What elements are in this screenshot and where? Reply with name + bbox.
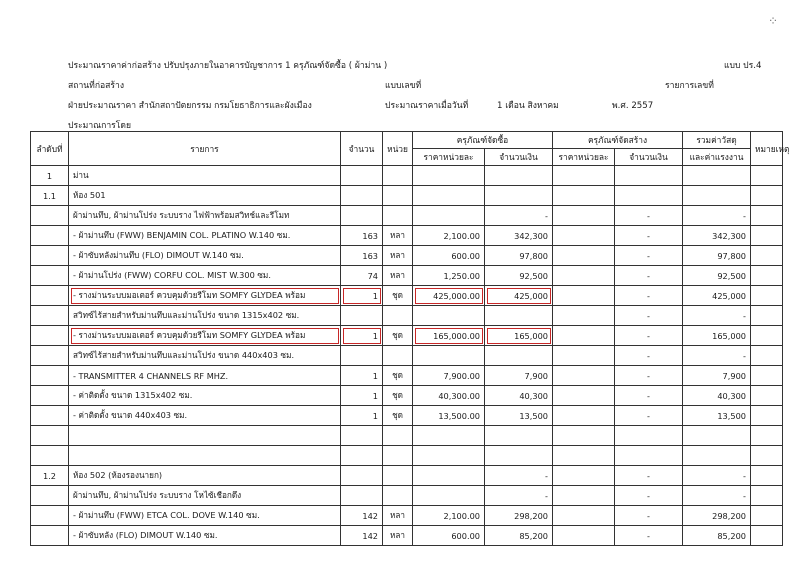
year-value: พ.ศ. 2557 xyxy=(612,101,654,111)
cell-c-price xyxy=(553,186,615,206)
cell-c-amount xyxy=(615,186,683,206)
cell-c-price xyxy=(553,206,615,226)
col-qty: จำนวน xyxy=(341,132,383,166)
cell-remark xyxy=(751,226,783,246)
cell-p-price xyxy=(413,486,485,506)
cell-qty xyxy=(341,486,383,506)
table-row xyxy=(31,466,783,486)
cell-p-amount: 92,500 xyxy=(485,266,553,286)
cell-item: สวิทซ์ไร้สายสำหรับม่านทึบและม่านโปร่ง ขนาด 440x403 ซม. xyxy=(69,346,341,366)
table-row xyxy=(31,326,783,346)
cell-p-price xyxy=(413,166,485,186)
cell-total: 97,800 xyxy=(683,246,751,266)
cell-p-amount xyxy=(485,446,553,466)
cell-c-price xyxy=(553,226,615,246)
cell-qty xyxy=(341,426,383,446)
cell-remark xyxy=(751,306,783,326)
table-row xyxy=(31,286,783,306)
cell-c-price xyxy=(553,406,615,426)
cell-qty: 1 xyxy=(341,406,383,426)
cell-no: 1.1 xyxy=(31,186,69,206)
cell-unit: หลา xyxy=(383,526,413,546)
cell-item: สวิทซ์ไร้สายสำหรับม่านทึบและม่านโปร่ง ขนาด 1315x402 ซม. xyxy=(69,306,341,326)
cell-p-amount: 165,000 xyxy=(485,326,553,346)
cell-unit: ชุด xyxy=(383,286,413,306)
cell-total: 7,900 xyxy=(683,366,751,386)
cell-c-price xyxy=(553,426,615,446)
cell-item: - ผ้าม่านทึบ (FWW) BENJAMIN COL. PLATINO W.140 ซม. xyxy=(69,226,341,246)
cell-c-price xyxy=(553,386,615,406)
date-value: 1 เดือน สิงหาคม xyxy=(497,101,559,111)
cell-p-amount: 97,800 xyxy=(485,246,553,266)
cell-qty: 1 xyxy=(341,366,383,386)
cell-c-price xyxy=(553,326,615,346)
col-construction: ครุภัณฑ์จัดสร้าง xyxy=(553,132,683,149)
table-row xyxy=(31,346,783,366)
col-total: รวมค่าวัสดุ xyxy=(683,132,751,149)
cell-total: 298,200 xyxy=(683,506,751,526)
table-row xyxy=(31,186,783,206)
table-row xyxy=(31,506,783,526)
cell-item: - รางม่านระบบมอเตอร์ ควบคุมด้วยรีโมท SOMFY GLYDEA พร้อม xyxy=(69,326,341,346)
col-no: ลำดับที่ xyxy=(31,132,69,166)
cell-remark xyxy=(751,446,783,466)
cell-c-amount xyxy=(615,426,683,446)
cell-p-amount: - xyxy=(485,466,553,486)
cell-unit xyxy=(383,186,413,206)
cell-unit xyxy=(383,206,413,226)
site-label: สถานที่ก่อสร้าง xyxy=(68,81,125,91)
cell-qty: 74 xyxy=(341,266,383,286)
cell-total: 425,000 xyxy=(683,286,751,306)
table-row xyxy=(31,206,783,226)
table-row xyxy=(31,166,783,186)
cell-remark xyxy=(751,506,783,526)
cell-p-amount: 342,300 xyxy=(485,226,553,246)
cell-c-amount: - xyxy=(615,466,683,486)
cell-item: ห้อง 502 (ห้องรองนายก) xyxy=(69,466,341,486)
cell-remark xyxy=(751,206,783,226)
cell-c-price xyxy=(553,366,615,386)
cell-item: - รางม่านระบบมอเตอร์ ควบคุมด้วยรีโมท SOMFY GLYDEA พร้อม xyxy=(69,286,341,306)
cell-p-price: 165,000.00 xyxy=(413,326,485,346)
cell-item: - ผ้าซับหลังม่านทึบ (FLO) DIMOUT W.140 ซม. xyxy=(69,246,341,266)
cell-c-amount xyxy=(615,446,683,466)
col-construction-unit-price: ราคาหน่วยละ xyxy=(553,149,615,166)
cell-remark xyxy=(751,346,783,366)
cell-total: 13,500 xyxy=(683,406,751,426)
cell-p-price: 600.00 xyxy=(413,526,485,546)
cell-c-price xyxy=(553,506,615,526)
cell-c-amount: - xyxy=(615,506,683,526)
cell-c-price xyxy=(553,306,615,326)
col-purchase: ครุภัณฑ์จัดซื้อ xyxy=(413,132,553,149)
cell-no xyxy=(31,286,69,306)
cell-c-amount: - xyxy=(615,286,683,306)
cell-total xyxy=(683,166,751,186)
cell-p-amount xyxy=(485,426,553,446)
col-total-labor: และค่าแรงงาน xyxy=(683,149,751,166)
cell-item: - ค่าติดตั้ง ขนาด 440x403 ซม. xyxy=(69,406,341,426)
cell-remark xyxy=(751,286,783,306)
table-row xyxy=(31,446,783,466)
cell-qty xyxy=(341,206,383,226)
cell-qty: 1 xyxy=(341,386,383,406)
cell-p-price: 7,900.00 xyxy=(413,366,485,386)
cell-p-amount xyxy=(485,346,553,366)
cell-remark xyxy=(751,486,783,506)
corner-mark: ⁘ xyxy=(767,14,778,28)
cell-item: - ผ้าซับหลัง (FLO) DIMOUT W.140 ซม. xyxy=(69,526,341,546)
cell-p-price xyxy=(413,426,485,446)
cell-no xyxy=(31,446,69,466)
estimate-table xyxy=(30,131,790,546)
cell-qty xyxy=(341,346,383,366)
cell-c-amount: - xyxy=(615,386,683,406)
cell-no xyxy=(31,346,69,366)
cell-unit: หลา xyxy=(383,266,413,286)
cell-p-price: 2,100.00 xyxy=(413,506,485,526)
cell-p-amount xyxy=(485,306,553,326)
cell-item xyxy=(69,446,341,466)
cell-item: - ผ้าม่านโปร่ง (FWW) CORFU COL. MIST W.300 ซม. xyxy=(69,266,341,286)
cell-remark xyxy=(751,406,783,426)
cell-remark xyxy=(751,426,783,446)
cell-no: 1 xyxy=(31,166,69,186)
cell-p-amount: 7,900 xyxy=(485,366,553,386)
cell-p-amount: 425,000 xyxy=(485,286,553,306)
cell-unit xyxy=(383,446,413,466)
cell-c-amount: - xyxy=(615,226,683,246)
table-row xyxy=(31,366,783,386)
cell-p-price xyxy=(413,206,485,226)
col-purchase-unit-price: ราคาหน่วยละ xyxy=(413,149,485,166)
cell-no xyxy=(31,206,69,226)
cell-total: - xyxy=(683,306,751,326)
document-title: ประมาณราคาค่าก่อสร้าง ปรับปรุงภายในอาคารบัญชาการ 1 ครุภัณฑ์จัดซื้อ ( ผ้าม่าน ) xyxy=(68,61,388,71)
cell-p-price: 13,500.00 xyxy=(413,406,485,426)
cell-no xyxy=(31,326,69,346)
cell-unit xyxy=(383,466,413,486)
cell-remark xyxy=(751,326,783,346)
cell-qty: 1 xyxy=(341,326,383,346)
cell-no: 1.2 xyxy=(31,466,69,486)
cell-unit: ชุด xyxy=(383,366,413,386)
cell-no xyxy=(31,486,69,506)
cell-unit: ชุด xyxy=(383,406,413,426)
cell-unit xyxy=(383,306,413,326)
table-row xyxy=(31,386,783,406)
table-row xyxy=(31,406,783,426)
cell-p-amount: - xyxy=(485,486,553,506)
cell-remark xyxy=(751,186,783,206)
cell-c-amount: - xyxy=(615,486,683,506)
cell-total xyxy=(683,446,751,466)
cell-p-price: 600.00 xyxy=(413,246,485,266)
cell-remark xyxy=(751,246,783,266)
cell-p-amount xyxy=(485,166,553,186)
cell-total xyxy=(683,186,751,206)
cell-no xyxy=(31,386,69,406)
cell-c-amount: - xyxy=(615,246,683,266)
cell-qty: 142 xyxy=(341,506,383,526)
cell-p-amount xyxy=(485,186,553,206)
cell-qty xyxy=(341,186,383,206)
cell-c-price xyxy=(553,286,615,306)
cell-c-price xyxy=(553,526,615,546)
cell-c-price xyxy=(553,166,615,186)
cell-p-price: 1,250.00 xyxy=(413,266,485,286)
cell-p-amount: 40,300 xyxy=(485,386,553,406)
cell-item: - TRANSMITTER 4 CHANNELS RF MHZ. xyxy=(69,366,341,386)
cell-p-price: 425,000.00 xyxy=(413,286,485,306)
cell-unit: ชุด xyxy=(383,386,413,406)
cell-qty: 142 xyxy=(341,526,383,546)
cell-total: 85,200 xyxy=(683,526,751,546)
cell-p-amount: 85,200 xyxy=(485,526,553,546)
table-row xyxy=(31,426,783,446)
cell-item: ม่าน xyxy=(69,166,341,186)
cell-c-amount xyxy=(615,166,683,186)
cell-unit xyxy=(383,486,413,506)
cell-no xyxy=(31,526,69,546)
department-label: ฝ่ายประมาณราคา สำนักสถาปัตยกรรม กรมโยธาธิการและผังเมือง xyxy=(68,101,312,111)
cell-no xyxy=(31,306,69,326)
cell-qty: 163 xyxy=(341,226,383,246)
cell-remark xyxy=(751,166,783,186)
col-remark: หมายเหตุ xyxy=(751,132,783,166)
cell-qty xyxy=(341,466,383,486)
cell-p-price xyxy=(413,346,485,366)
plan-no-label: แบบเลขที่ xyxy=(385,81,422,91)
cell-item: - ผ้าม่านทึบ (FWW) ETCA COL. DOVE W.140 ซม. xyxy=(69,506,341,526)
cell-no xyxy=(31,226,69,246)
cell-p-amount: 13,500 xyxy=(485,406,553,426)
cell-remark xyxy=(751,266,783,286)
cell-p-price: 2,100.00 xyxy=(413,226,485,246)
table-row xyxy=(31,266,783,286)
cell-item: ผ้าม่านทึบ, ผ้าม่านโปร่ง ระบบราง โหไซ้เชือกดึง xyxy=(69,486,341,506)
cell-p-price xyxy=(413,306,485,326)
cell-no xyxy=(31,366,69,386)
form-code: แบบ ปร.4 xyxy=(724,61,762,71)
cell-total: 342,300 xyxy=(683,226,751,246)
cell-remark xyxy=(751,366,783,386)
cell-no xyxy=(31,246,69,266)
item-no-label: รายการเลขที่ xyxy=(665,81,714,91)
cell-qty: 163 xyxy=(341,246,383,266)
date-label: ประมาณราคาเมื่อวันที่ xyxy=(385,101,469,111)
table-row xyxy=(31,226,783,246)
table-row xyxy=(31,246,783,266)
cell-item: - ค่าติดตั้ง ขนาด 1315x402 ซม. xyxy=(69,386,341,406)
cell-no xyxy=(31,266,69,286)
cell-total: 40,300 xyxy=(683,386,751,406)
cell-c-amount: - xyxy=(615,526,683,546)
table-row xyxy=(31,486,783,506)
col-unit: หน่วย xyxy=(383,132,413,166)
table-row xyxy=(31,306,783,326)
cell-total: 165,000 xyxy=(683,326,751,346)
cell-qty xyxy=(341,306,383,326)
cell-unit xyxy=(383,346,413,366)
cell-c-price xyxy=(553,346,615,366)
cell-total: - xyxy=(683,346,751,366)
cell-p-price: 40,300.00 xyxy=(413,386,485,406)
cell-qty xyxy=(341,446,383,466)
cell-item: ห้อง 501 xyxy=(69,186,341,206)
col-construction-amount: จำนวนเงิน xyxy=(615,149,683,166)
cell-remark xyxy=(751,526,783,546)
cell-c-price xyxy=(553,466,615,486)
cell-unit xyxy=(383,166,413,186)
cell-no xyxy=(31,426,69,446)
cell-qty xyxy=(341,166,383,186)
cell-p-price xyxy=(413,186,485,206)
cell-total: - xyxy=(683,486,751,506)
cell-unit: หลา xyxy=(383,506,413,526)
cell-unit: หลา xyxy=(383,226,413,246)
cell-c-price xyxy=(553,486,615,506)
cell-p-price xyxy=(413,446,485,466)
cell-p-price xyxy=(413,466,485,486)
cell-no xyxy=(31,406,69,426)
estimated-by-label: ประมาณการโดย xyxy=(68,121,132,131)
cell-unit: หลา xyxy=(383,246,413,266)
cell-no xyxy=(31,506,69,526)
cell-c-amount: - xyxy=(615,346,683,366)
cell-unit: ชุด xyxy=(383,326,413,346)
cell-c-amount: - xyxy=(615,306,683,326)
cell-c-price xyxy=(553,266,615,286)
cell-remark xyxy=(751,466,783,486)
cell-p-amount: - xyxy=(485,206,553,226)
cell-total: 92,500 xyxy=(683,266,751,286)
cell-p-amount: 298,200 xyxy=(485,506,553,526)
table-row xyxy=(31,526,783,546)
cell-qty: 1 xyxy=(341,286,383,306)
cell-item: ผ้าม่านทึบ, ผ้าม่านโปร่ง ระบบราง ไฟฟ้าพร้อมสวิทช์และรีโมท xyxy=(69,206,341,226)
cell-c-amount: - xyxy=(615,406,683,426)
cell-c-price xyxy=(553,246,615,266)
cell-c-amount: - xyxy=(615,366,683,386)
cell-c-amount: - xyxy=(615,206,683,226)
col-item: รายการ xyxy=(69,132,341,166)
col-purchase-amount: จำนวนเงิน xyxy=(485,149,553,166)
cell-unit xyxy=(383,426,413,446)
cell-item xyxy=(69,426,341,446)
cell-c-price xyxy=(553,446,615,466)
cell-total: - xyxy=(683,466,751,486)
cell-c-amount: - xyxy=(615,326,683,346)
cell-c-amount: - xyxy=(615,266,683,286)
cell-total xyxy=(683,426,751,446)
cell-remark xyxy=(751,386,783,406)
cell-total: - xyxy=(683,206,751,226)
